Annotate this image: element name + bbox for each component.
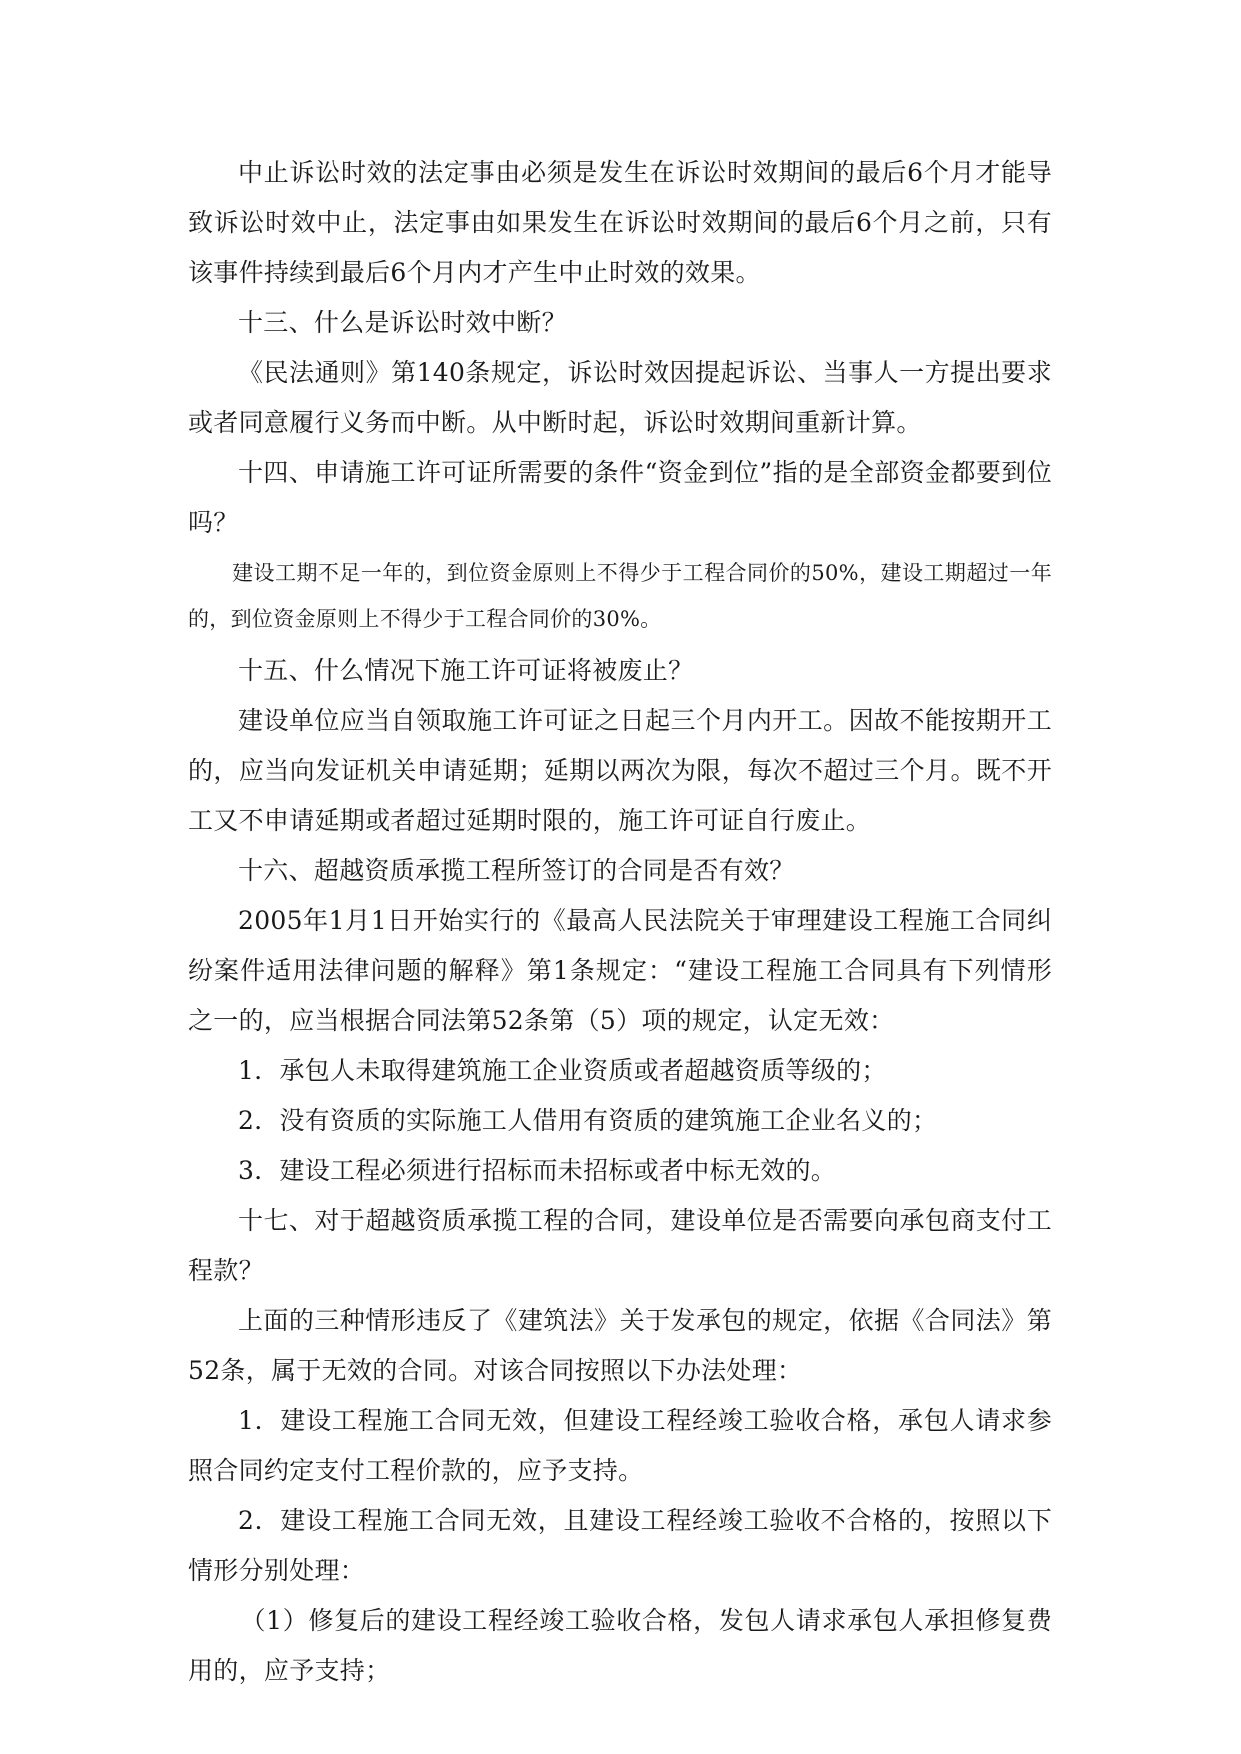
handling-subitem-1: （1）修复后的建设工程经竣工验收合格，发包人请求承包人承担修复费用的，应予支持； <box>188 1606 1052 1685</box>
paragraph-permit-expiry: 建设单位应当自领取施工许可证之日起三个月内开工。因故不能按期开工的，应当向发证机关申请延期；延期以两次为限，每次不超过三个月。既不开工又不申请延期或者超过延期时限的，施工许可证自行废止。 <box>188 706 1052 835</box>
paragraph-civil-law-140: 《民法通则》第140条规定，诉讼时效因提起诉讼、当事人一方提出要求或者同意履行义务而中断。从中断时起，诉讼时效期间重新计算。 <box>188 358 1052 437</box>
paragraph-suspension-rule: 中止诉讼时效的法定事由必须是发生在诉讼时效期间的最后6个月才能导致诉讼时效中止，法定事由如果发生在诉讼时效期间的最后6个月之前，只有该事件持续到最后6个月内才产生中止时效的效果。 <box>188 158 1052 287</box>
heading-17: 十七、对于超越资质承揽工程的合同，建设单位是否需要向承包商支付工程款？ <box>188 1206 1052 1285</box>
heading-14: 十四、申请施工许可证所需要的条件“资金到位”指的是全部资金都要到位吗？ <box>188 458 1052 537</box>
list-item-1: 1．承包人未取得建筑施工企业资质或者超越资质等级的； <box>238 1056 887 1085</box>
heading-15: 十五、什么情况下施工许可证将被废止？ <box>238 656 694 685</box>
document-page <box>188 148 1052 1696</box>
list-item-2: 2．没有资质的实际施工人借用有资质的建筑施工企业名义的； <box>238 1106 938 1135</box>
heading-16: 十六、超越资质承揽工程所签订的合同是否有效？ <box>238 856 795 885</box>
handling-item-2: 2．建设工程施工合同无效，且建设工程经竣工验收不合格的，按照以下情形分别处理： <box>188 1506 1052 1585</box>
handling-item-1: 1．建设工程施工合同无效，但建设工程经竣工验收合格，承包人请求参照合同约定支付工程价款的，应予支持。 <box>188 1406 1052 1485</box>
paragraph-invalid-contract: 上面的三种情形违反了《建筑法》关于发承包的规定，依据《合同法》第52条，属于无效的合同。对该合同按照以下办法处理： <box>188 1306 1052 1385</box>
heading-13: 十三、什么是诉讼时效中断？ <box>238 308 567 337</box>
paragraph-funds-requirement: 建设工期不足一年的，到位资金原则上不得少于工程合同价的50%，建设工期超过一年的，到位资金原则上不得少于工程合同价的30%。 <box>188 561 1052 631</box>
paragraph-judicial-interpretation: 2005年1月1日开始实行的《最高人民法院关于审理建设工程施工合同纠纷案件适用法律问题的解释》第1条规定：“建设工程施工合同具有下列情形之一的，应当根据合同法第52条第（5）项的规定，认定无效： <box>188 906 1052 1035</box>
list-item-3: 3．建设工程必须进行招标而未招标或者中标无效的。 <box>238 1156 837 1185</box>
